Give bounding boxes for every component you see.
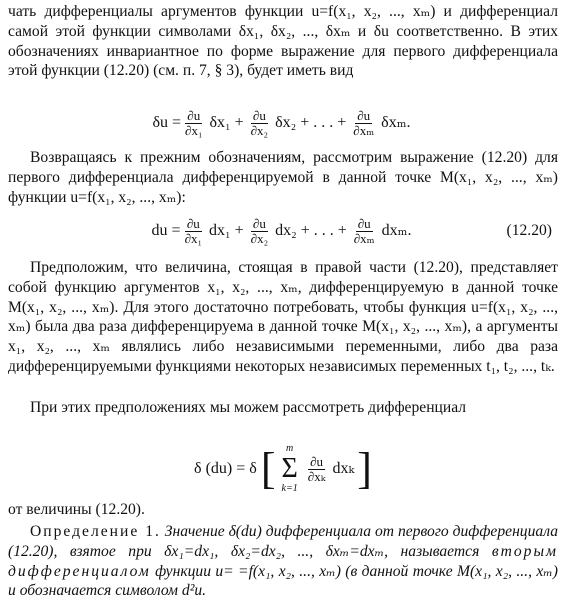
- right-bracket: ]: [357, 444, 372, 493]
- sum-lower-limit: k=1: [281, 483, 298, 494]
- formula-lhs: du =: [151, 222, 181, 239]
- definition-heading: Определение 1.: [30, 523, 161, 540]
- definition-1: [8, 522, 558, 601]
- definition-tail: функции u= =f(x₁, x₂, ..., xₘ) (в данной точке M(x₁, x₂, ..., xₘ) и обозначается символом d²u.: [8, 562, 558, 600]
- paragraph-consider: При этих предположениях мы можем рассмотреть дифференциал: [30, 399, 467, 416]
- fraction: $\frac{\partial u}{\text{∂x₂}}$: [250, 215, 269, 246]
- formula-du: [8, 208, 558, 254]
- paragraph-return: Возвращаясь к прежним обозначениям, рассмотрим выражение (12.20) для первого дифференциала дифференцируемой в данной точке M(x₁, x₂, ..., xₘ) функции u=f(x₁, x₂, ..., xₘ):: [8, 149, 558, 206]
- formula-second-differential: [8, 438, 558, 500]
- fraction: $\frac{\partial u}{\text{∂x₁}}$: [185, 107, 203, 138]
- formula-term: dxₘ.: [381, 222, 412, 239]
- formula-lhs: δ (du) = δ: [194, 460, 257, 477]
- paragraph-notation: чать дифференциалы аргументов функции u=f(x₁, x₂, ..., xₘ) и дифференциал самой этой функции символами δx₁, δx₂, ..., δxₘ и δu соответственно. В этих обозначениях инвариантное по форме выражение для первого дифференциала этой функции (12.20) (см. п. 7, § 3), будет иметь вид: [8, 3, 558, 80]
- formula-term: dx₁ +: [209, 222, 244, 239]
- formula-delta-u: [8, 100, 558, 146]
- sum-upper-limit: m: [286, 443, 294, 454]
- formula-term: δx₁ +: [209, 114, 244, 131]
- formula-term: δxₘ.: [381, 114, 411, 131]
- definition-term: вторым дифференциалом: [8, 542, 558, 580]
- formula-term: δx₂ + . . . +: [275, 114, 347, 131]
- formula-lhs: δu =: [152, 114, 182, 131]
- equation-number: (12.20): [506, 222, 552, 239]
- formula-term: dxₖ: [332, 460, 355, 477]
- paragraph-from-value: от величины (12.20).: [8, 501, 145, 518]
- left-bracket: [: [260, 444, 276, 493]
- paragraph-assumption: Предположим, что величина, стоящая в правой части (12.20), представляет собой функцию аргументов x₁, x₂, ..., xₘ, дифференцируемую в данной точке M(x₁, x₂, ..., xₘ). Для этого достаточно потребовать, чтобы функция u=f(x₁, x₂, ..., xₘ) была два раза дифференцируема в данной точке M(x₁, x₂, ..., xₘ), а аргументы x₁, x₂, ..., xₘ являлись либо независимыми переменными, либо два раза дифференцируемыми функциями некоторых независимых переменных t₁, t₂, ..., tₖ.: [8, 259, 558, 375]
- sum-symbol: Σ: [281, 453, 298, 484]
- formula-term: dx₂ + . . . +: [275, 222, 347, 239]
- fraction: $\frac{\partial u}{\text{∂x₂}}$: [250, 107, 269, 138]
- summation: [281, 443, 297, 495]
- fraction: $\frac{\partial u}{\text{∂xₖ}}$: [307, 453, 326, 484]
- fraction: $\frac{\partial u}{\text{∂xₘ}}$: [353, 215, 375, 246]
- fraction: $\frac{\partial u}{\text{∂xₘ}}$: [353, 107, 375, 138]
- definition-body: Значение δ(du) дифференциала от первого дифференциала (12.20), взятое при δx₁=dx₁, δx₂=dx₂, ..., δxₘ=dxₘ, называется: [8, 523, 558, 560]
- fraction: $\frac{\partial u}{\text{∂x₁}}$: [184, 215, 203, 246]
